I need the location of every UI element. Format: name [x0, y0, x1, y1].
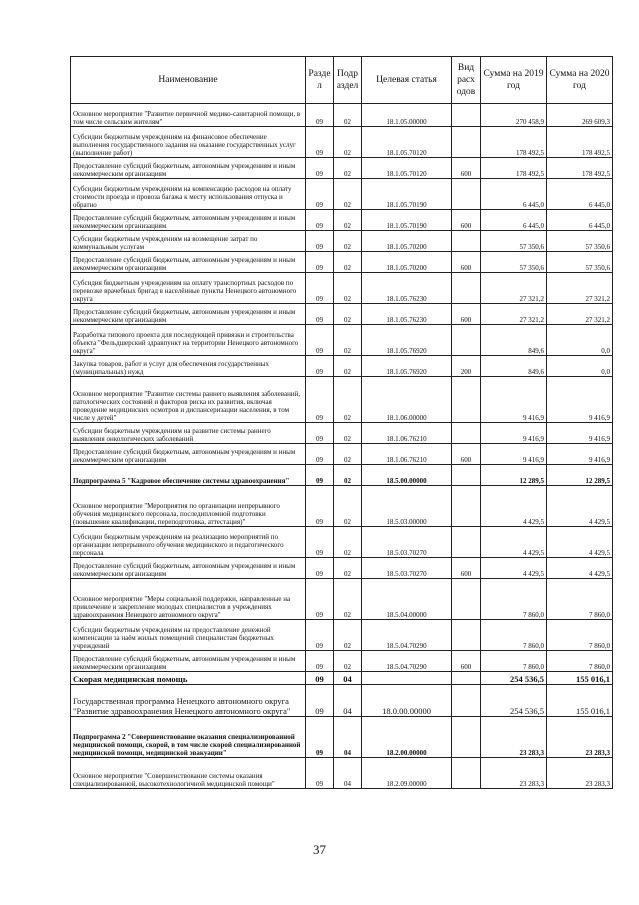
row-subsection-cell: 02	[334, 127, 362, 158]
table-row	[71, 325, 613, 356]
row-sum-2020-cell: 9 416,9	[547, 444, 613, 465]
row-type-cell	[452, 685, 481, 717]
row-subsection-cell: 02	[334, 651, 362, 672]
row-name-cell: Субсидии бюджетным учреждениям на возмещение затрат по коммунальным услугам	[71, 231, 306, 252]
row-name-cell: Основное мероприятие "Мероприятия по организации непрерывного обучения медицинского персонала, последипломной подготовки (повышение квалификации, переподготовка, аттестация)"	[71, 486, 306, 527]
row-subsection-cell: 02	[334, 104, 362, 127]
row-section-cell: 09	[306, 672, 334, 685]
row-sum-2020-cell: 23 283,3	[547, 717, 613, 758]
row-section-cell: 09	[306, 558, 334, 579]
row-subsection-cell: 04	[334, 758, 362, 789]
row-sum-2019-cell: 7 860,0	[481, 620, 547, 651]
row-type-cell	[452, 527, 481, 558]
row-target-cell: 18.5.03.70270	[362, 527, 452, 558]
row-section-cell: 09	[306, 527, 334, 558]
row-name-cell: Государственная программа Ненецкого автономного округа "Развитие здравоохранения Ненецкого автономного округа"	[71, 685, 306, 717]
table-row	[71, 685, 613, 717]
table-row	[71, 127, 613, 158]
header-section: Разде л	[306, 57, 334, 104]
row-target-cell: 18.1.05.00000	[362, 104, 452, 127]
row-section-cell: 09	[306, 158, 334, 179]
row-section-cell: 09	[306, 273, 334, 304]
row-section-cell: 09	[306, 356, 334, 377]
row-section-cell: 09	[306, 758, 334, 789]
row-sum-2020-cell: 0,0	[547, 325, 613, 356]
row-type-cell: 200	[452, 356, 481, 377]
header-sum-2020: Сумма на 2020 год	[547, 57, 613, 104]
row-subsection-cell: 04	[334, 717, 362, 758]
table-row	[71, 231, 613, 252]
row-target-cell: 18.1.05.76230	[362, 304, 452, 325]
row-target-cell: 18.1.05.76920	[362, 325, 452, 356]
row-target-cell: 18.2.00.00000	[362, 717, 452, 758]
row-sum-2020-cell: 178 492,5	[547, 127, 613, 158]
table-row	[71, 377, 613, 423]
row-section-cell: 09	[306, 179, 334, 210]
row-name-cell: Скорая медицинская помощь	[71, 672, 306, 685]
row-sum-2019-cell: 270 458,9	[481, 104, 547, 127]
row-sum-2019-cell: 4 429,5	[481, 486, 547, 527]
row-name-cell: Основное мероприятие "Меры социальной поддержки, направленные на привлечение и закрепление молодых специалистов в учреждениях здравоохранения Ненецкого автономного округа"	[71, 579, 306, 620]
row-type-cell: 600	[452, 558, 481, 579]
row-type-cell: 600	[452, 252, 481, 273]
row-name-cell: Основное мероприятие "Совершенствование системы оказания специализированной, высокотехнологичной медицинской помощи"	[71, 758, 306, 789]
row-type-cell: 600	[452, 444, 481, 465]
row-subsection-cell: 02	[334, 527, 362, 558]
row-target-cell: 18.1.05.70200	[362, 252, 452, 273]
row-target-cell: 18.0.00.00000	[362, 685, 452, 717]
row-target-cell: 18.5.03.00000	[362, 486, 452, 527]
table-row	[71, 158, 613, 179]
header-type: Вид расх одов	[452, 57, 481, 104]
row-sum-2019-cell: 254 536,5	[481, 672, 547, 685]
row-sum-2020-cell: 57 350,6	[547, 231, 613, 252]
row-target-cell: 18.1.05.70190	[362, 210, 452, 231]
row-section-cell: 09	[306, 304, 334, 325]
row-type-cell	[452, 620, 481, 651]
table-row	[71, 486, 613, 527]
table-row	[71, 179, 613, 210]
row-sum-2020-cell: 7 860,0	[547, 579, 613, 620]
row-subsection-cell: 02	[334, 304, 362, 325]
row-subsection-cell: 02	[334, 158, 362, 179]
row-sum-2019-cell: 7 860,0	[481, 651, 547, 672]
row-name-cell: Субсидии бюджетным учреждениям на финансовое обеспечение выполнения государственного задания на оказание государственных услуг (выполнение работ)	[71, 127, 306, 158]
row-name-cell: Предоставление субсидий бюджетным, автономным учреждениям и иным некоммерческим организациям	[71, 304, 306, 325]
row-subsection-cell: 04	[334, 685, 362, 717]
row-sum-2019-cell: 849,6	[481, 356, 547, 377]
row-type-cell: 600	[452, 158, 481, 179]
row-target-cell: 18.1.06.00000	[362, 377, 452, 423]
row-section-cell: 09	[306, 465, 334, 486]
row-type-cell	[452, 579, 481, 620]
row-section-cell: 09	[306, 423, 334, 444]
row-sum-2020-cell: 4 429,5	[547, 527, 613, 558]
row-sum-2019-cell: 6 445,0	[481, 179, 547, 210]
row-target-cell: 18.5.03.70270	[362, 558, 452, 579]
page-number: 37	[313, 842, 326, 857]
table-row	[71, 304, 613, 325]
row-section-cell: 09	[306, 104, 334, 127]
row-target-cell: 18.1.05.70120	[362, 158, 452, 179]
row-type-cell	[452, 672, 481, 685]
row-section-cell: 09	[306, 444, 334, 465]
row-subsection-cell: 02	[334, 210, 362, 231]
row-sum-2019-cell: 23 283,3	[481, 758, 547, 789]
header-subsection: Подр аздел	[334, 57, 362, 104]
row-subsection-cell: 02	[334, 444, 362, 465]
row-sum-2020-cell: 6 445,0	[547, 179, 613, 210]
row-target-cell	[362, 672, 452, 685]
budget-table	[70, 56, 613, 789]
row-sum-2019-cell: 9 416,9	[481, 377, 547, 423]
row-name-cell: Подпрограмма 5 "Кадровое обеспечение системы здравоохранения"	[71, 465, 306, 486]
row-subsection-cell: 02	[334, 486, 362, 527]
row-name-cell: Субсидия бюджетным учреждениям на оплату транспортных расходов по перевозке врачебных бригад в населённые пункты Ненецкого автономного округа	[71, 273, 306, 304]
table-row	[71, 465, 613, 486]
row-name-cell: Основное мероприятие "Развитие системы раннего выявления заболеваний, патологических состояний и факторов риска их развития, включая проведение медицинских осмотров и диспансеризации населения, в том числе у детей"	[71, 377, 306, 423]
row-type-cell: 600	[452, 304, 481, 325]
row-target-cell: 18.1.06.76210	[362, 423, 452, 444]
row-target-cell: 18.5.04.70290	[362, 651, 452, 672]
row-subsection-cell: 02	[334, 273, 362, 304]
row-sum-2019-cell: 9 416,9	[481, 423, 547, 444]
row-sum-2019-cell: 254 536,5	[481, 685, 547, 717]
row-subsection-cell: 02	[334, 465, 362, 486]
row-sum-2020-cell: 0,0	[547, 356, 613, 377]
row-section-cell: 09	[306, 579, 334, 620]
row-section-cell: 09	[306, 231, 334, 252]
row-section-cell: 09	[306, 377, 334, 423]
row-type-cell	[452, 179, 481, 210]
row-section-cell: 09	[306, 210, 334, 231]
row-name-cell: Основное мероприятие "Развитие первичной медико-санитарной помощи, в том числе сельским жителям"	[71, 104, 306, 127]
table-row	[71, 558, 613, 579]
row-sum-2020-cell: 27 321,2	[547, 273, 613, 304]
table-row	[71, 273, 613, 304]
table-row	[71, 620, 613, 651]
row-sum-2020-cell: 23 283,3	[547, 758, 613, 789]
table-row	[71, 717, 613, 758]
row-target-cell: 18.1.05.70200	[362, 231, 452, 252]
row-type-cell	[452, 465, 481, 486]
row-name-cell: Закупка товаров, работ и услуг для обеспечения государственных (муниципальных) нужд	[71, 356, 306, 377]
row-sum-2020-cell: 7 860,0	[547, 620, 613, 651]
row-sum-2020-cell: 57 350,6	[547, 252, 613, 273]
row-section-cell: 09	[306, 651, 334, 672]
row-sum-2020-cell: 155 016,1	[547, 672, 613, 685]
row-name-cell: Разработка типового проекта для последующей привязки и строительства объекта "Фельдшерский здравпункт на территории Ненецкого автономного округа"	[71, 325, 306, 356]
row-name-cell: Предоставление субсидий бюджетным, автономным учреждениям и иным некоммерческим организациям	[71, 444, 306, 465]
row-sum-2020-cell: 27 321,2	[547, 304, 613, 325]
row-target-cell: 18.5.04.70290	[362, 620, 452, 651]
table-body	[71, 104, 613, 789]
row-name-cell: Предоставление субсидий бюджетным, автономным учреждениям и иным некоммерческим организациям	[71, 158, 306, 179]
row-type-cell	[452, 104, 481, 127]
row-section-cell: 09	[306, 620, 334, 651]
row-sum-2020-cell: 7 860,0	[547, 651, 613, 672]
header-name: Наименование	[71, 57, 306, 104]
row-name-cell: Субсидии бюджетным учреждениям на компенсацию расходов на оплату стоимости проезда и провоза багажа к месту использования отпуска и обратно	[71, 179, 306, 210]
row-sum-2019-cell: 849,6	[481, 325, 547, 356]
row-section-cell: 09	[306, 252, 334, 273]
table-row	[71, 758, 613, 789]
row-type-cell	[452, 325, 481, 356]
row-name-cell: Предоставление субсидий бюджетным, автономным учреждениям и иным некоммерческим организациям	[71, 651, 306, 672]
row-target-cell: 18.1.05.76920	[362, 356, 452, 377]
row-target-cell: 18.2.09.00000	[362, 758, 452, 789]
table-row	[71, 423, 613, 444]
row-name-cell: Предоставление субсидий бюджетным, автономным учреждениям и иным некоммерческим организациям	[71, 252, 306, 273]
row-subsection-cell: 02	[334, 252, 362, 273]
row-target-cell: 18.1.05.76230	[362, 273, 452, 304]
table-row	[71, 210, 613, 231]
row-sum-2020-cell: 269 609,3	[547, 104, 613, 127]
row-subsection-cell: 04	[334, 672, 362, 685]
row-sum-2020-cell: 9 416,9	[547, 423, 613, 444]
row-subsection-cell: 02	[334, 179, 362, 210]
row-sum-2019-cell: 6 445,0	[481, 210, 547, 231]
row-sum-2020-cell: 155 016,1	[547, 685, 613, 717]
table-row	[71, 104, 613, 127]
table-row	[71, 252, 613, 273]
row-type-cell	[452, 127, 481, 158]
row-sum-2019-cell: 27 321,2	[481, 304, 547, 325]
row-subsection-cell: 02	[334, 356, 362, 377]
row-sum-2019-cell: 178 492,5	[481, 127, 547, 158]
row-name-cell: Субсидии бюджетным учреждениям на предоставление денежной компенсации за наём жилых помещений специалистам бюджетных учреждений	[71, 620, 306, 651]
row-name-cell: Предоставление субсидий бюджетным, автономным учреждениям и иным некоммерческим организациям	[71, 210, 306, 231]
row-sum-2020-cell: 4 429,5	[547, 558, 613, 579]
row-type-cell	[452, 717, 481, 758]
row-section-cell: 09	[306, 685, 334, 717]
table-row	[71, 672, 613, 685]
row-type-cell	[452, 377, 481, 423]
row-sum-2020-cell: 178 492,5	[547, 158, 613, 179]
row-sum-2020-cell: 6 445,0	[547, 210, 613, 231]
row-target-cell: 18.1.05.70190	[362, 179, 452, 210]
row-type-cell: 600	[452, 210, 481, 231]
row-type-cell	[452, 486, 481, 527]
row-name-cell: Субсидии бюджетным учреждениям на реализацию мероприятий по организации непрерывного обучения медицинского и педагогического персонала	[71, 527, 306, 558]
row-target-cell: 18.1.06.76210	[362, 444, 452, 465]
row-sum-2019-cell: 4 429,5	[481, 558, 547, 579]
row-subsection-cell: 02	[334, 423, 362, 444]
row-name-cell: Предоставление субсидий бюджетным, автономным учреждениям и иным некоммерческим организациям	[71, 558, 306, 579]
row-type-cell: 600	[452, 651, 481, 672]
row-name-cell: Подпрограмма 2 "Совершенствование оказания специализированной медицинской помощи, скорой, в том числе скорой специализированной медицинской помощи, медицинской эвакуации"	[71, 717, 306, 758]
row-subsection-cell: 02	[334, 325, 362, 356]
row-sum-2019-cell: 9 416,9	[481, 444, 547, 465]
row-sum-2019-cell: 178 492,5	[481, 158, 547, 179]
row-subsection-cell: 02	[334, 579, 362, 620]
row-type-cell	[452, 231, 481, 252]
row-sum-2019-cell: 12 289,5	[481, 465, 547, 486]
row-section-cell: 09	[306, 717, 334, 758]
row-name-cell: Субсидии бюджетным учреждениям на развитие системы раннего выявления онкологических заболеваний	[71, 423, 306, 444]
row-section-cell: 09	[306, 127, 334, 158]
row-sum-2019-cell: 57 350,6	[481, 231, 547, 252]
budget-table-sheet	[70, 56, 612, 789]
row-subsection-cell: 02	[334, 558, 362, 579]
row-sum-2019-cell: 4 429,5	[481, 527, 547, 558]
row-section-cell: 09	[306, 486, 334, 527]
table-row	[71, 651, 613, 672]
header-target: Целевая статья	[362, 57, 452, 104]
header-sum-2019: Сумма на 2019 год	[481, 57, 547, 104]
row-target-cell: 18.5.04.00000	[362, 579, 452, 620]
row-type-cell	[452, 423, 481, 444]
row-target-cell: 18.1.05.70120	[362, 127, 452, 158]
row-sum-2019-cell: 7 860,0	[481, 579, 547, 620]
row-subsection-cell: 02	[334, 620, 362, 651]
table-row	[71, 579, 613, 620]
table-row	[71, 444, 613, 465]
row-sum-2020-cell: 4 429,5	[547, 486, 613, 527]
row-sum-2020-cell: 12 289,5	[547, 465, 613, 486]
table-row	[71, 527, 613, 558]
row-target-cell: 18.5.00.00000	[362, 465, 452, 486]
row-subsection-cell: 02	[334, 377, 362, 423]
row-sum-2020-cell: 9 416,9	[547, 377, 613, 423]
table-row	[71, 356, 613, 377]
row-sum-2019-cell: 23 283,3	[481, 717, 547, 758]
row-type-cell	[452, 758, 481, 789]
row-type-cell	[452, 273, 481, 304]
row-sum-2019-cell: 57 350,6	[481, 252, 547, 273]
row-sum-2019-cell: 27 321,2	[481, 273, 547, 304]
row-subsection-cell: 02	[334, 231, 362, 252]
header-row	[71, 57, 613, 104]
row-section-cell: 09	[306, 325, 334, 356]
